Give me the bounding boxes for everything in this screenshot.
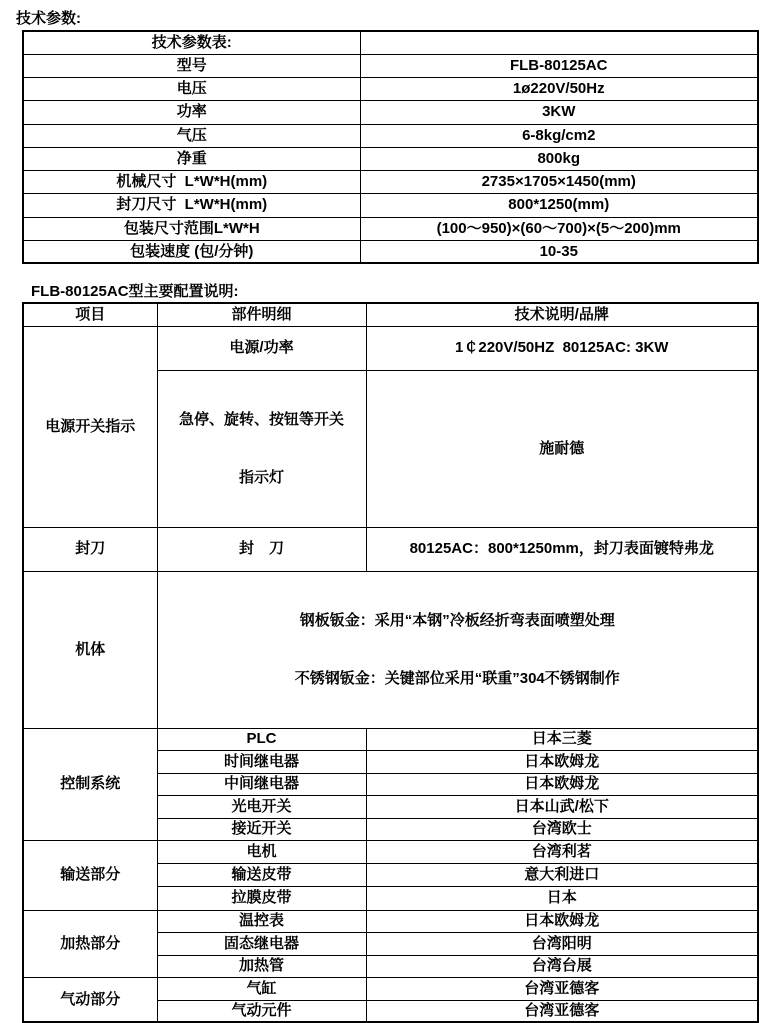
part-cell: 加热管 [157,955,366,977]
brand-cell: 日本欧姆龙 [366,750,758,773]
table-row [23,124,758,147]
param-value-cell: FLB-80125AC [360,54,758,77]
brand-cell: 80125AC：800*1250mm，封刀表面镀特弗龙 [366,527,758,571]
brand-cell: 台湾台展 [366,955,758,977]
part-cell: 气动元件 [157,1000,366,1022]
param-value-cell: (100～950)×(60～700)×(5～200)mm [360,217,758,240]
table-row [23,571,758,728]
part-cell: 输送皮带 [157,863,366,886]
table-header-row [23,303,758,326]
group-item-cell: 封刀 [23,527,157,571]
brand-cell: 日本山武/松下 [366,795,758,818]
param-value-cell: 800*1250(mm) [360,193,758,217]
group-item-cell: 机体 [23,571,157,728]
group-item-cell: 加热部分 [23,910,157,977]
tech-params-table [22,30,759,264]
section1-title: 技术参数: [16,10,81,27]
cell-line: 不锈钢钣金：关键部位采用“联重”304不锈钢制作 [294,670,620,687]
table-row [23,240,758,263]
part-cell: 光电开关 [157,795,366,818]
column-header-brand: 技术说明/品牌 [366,303,758,326]
param-label-cell: 包装尺寸范围L*W*H [23,217,360,240]
merged-note-cell [157,571,758,728]
param-value-cell: 800kg [360,147,758,170]
table-row [23,147,758,170]
column-header-item: 项目 [23,303,157,326]
param-label-cell: 机械尺寸 L*W*H(mm) [23,170,360,193]
part-cell: 电机 [157,840,366,863]
tech-params-table-title: 技术参数表: [23,31,360,54]
brand-cell: 日本三菱 [366,728,758,750]
brand-cell: 施耐德 [366,370,758,527]
part-cell: 电源/功率 [157,326,366,370]
brand-cell: 日本欧姆龙 [366,773,758,795]
brand-cell: 日本欧姆龙 [366,910,758,932]
param-label-cell: 型号 [23,54,360,77]
table-row [23,728,758,750]
brand-cell: 台湾欧士 [366,818,758,840]
cell-line: 急停、旋转、按钮等开关 [178,410,344,428]
param-value-cell: 6-8kg/cm2 [360,124,758,147]
param-value-cell: 3KW [360,100,758,124]
table-row [23,977,758,1000]
brand-cell: 台湾阳明 [366,932,758,955]
part-cell: 气缸 [157,977,366,1000]
param-label-cell: 净重 [23,147,360,170]
tech-params-table-title-empty-cell [360,31,758,54]
table-row [23,217,758,240]
cell-line: 钢板钣金：采用“本钢”冷板经折弯表面喷塑处理 [299,611,615,629]
part-cell: 温控表 [157,910,366,932]
param-label-cell: 封刀尺寸 L*W*H(mm) [23,193,360,217]
group-item-cell: 控制系统 [23,728,157,840]
part-cell: 固态继电器 [157,932,366,955]
param-value-cell: 1ø220V/50Hz [360,77,758,100]
group-item-cell: 气动部分 [23,977,157,1022]
part-cell: 中间继电器 [157,773,366,795]
part-cell: 封 刀 [157,527,366,571]
param-label-cell: 包装速度 (包/分钟) [23,240,360,263]
brand-cell: 日本 [366,886,758,910]
brand-cell: 台湾亚德客 [366,977,758,1000]
part-cell: 拉膜皮带 [157,886,366,910]
param-label-cell: 电压 [23,77,360,100]
column-header-part: 部件明细 [157,303,366,326]
part-cell [157,370,366,527]
table-row [23,326,758,370]
brand-cell: 台湾亚德客 [366,1000,758,1022]
table-row [23,910,758,932]
param-value-cell: 10-35 [360,240,758,263]
table-row [23,31,758,54]
table-row [23,193,758,217]
param-value-cell: 2735×1705×1450(mm) [360,170,758,193]
part-cell: 时间继电器 [157,750,366,773]
table-row [23,54,758,77]
brand-cell: 1￠220V/50HZ 80125AC: 3KW [366,326,758,370]
param-label-cell: 气压 [23,124,360,147]
table-row [23,840,758,863]
table-row [23,170,758,193]
brand-cell: 台湾利茗 [366,840,758,863]
table-row [23,77,758,100]
part-cell: PLC [157,728,366,750]
section2-title: FLB-80125AC型主要配置说明: [31,283,239,300]
table-row [23,527,758,571]
configuration-table [22,302,759,1023]
brand-cell: 意大利进口 [366,863,758,886]
group-item-cell: 电源开关指示 [23,326,157,527]
group-item-cell: 输送部分 [23,840,157,910]
cell-line: 指示灯 [238,469,284,486]
table-row [23,100,758,124]
param-label-cell: 功率 [23,100,360,124]
part-cell: 接近开关 [157,818,366,840]
